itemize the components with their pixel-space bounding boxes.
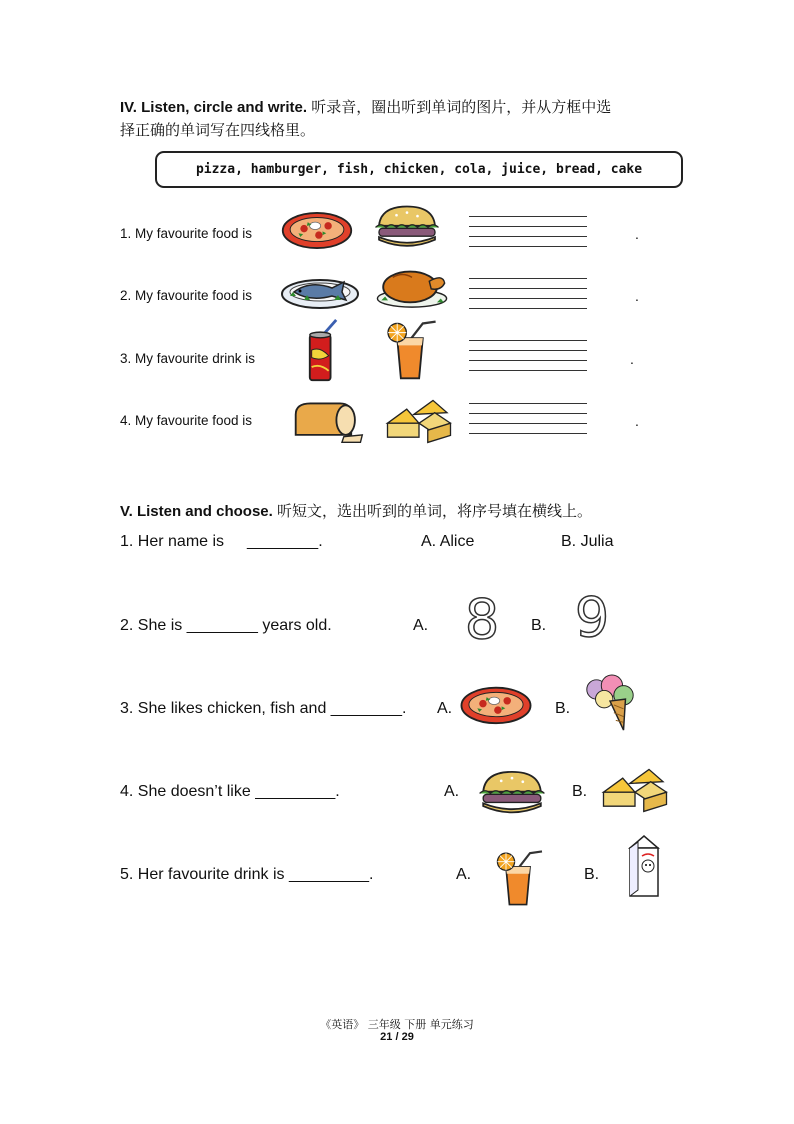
q2-b-label: B. xyxy=(531,617,547,634)
q5-a-label: A. xyxy=(456,866,472,883)
juice-option-image[interactable] xyxy=(488,848,548,908)
juice-image[interactable] xyxy=(380,318,440,382)
cola-image[interactable] xyxy=(300,318,346,384)
q3-text: 3. She likes chicken, fish and ________. xyxy=(120,700,407,717)
item-2-text: 2. My favourite food is xyxy=(120,288,253,303)
item-1-text: 1. My favourite food is xyxy=(120,226,253,241)
section4-title xyxy=(120,95,611,120)
page-number: 21 / 29 xyxy=(380,1031,414,1043)
q1-option-b[interactable] xyxy=(561,533,613,551)
q1-text: 1. Her name is xyxy=(120,533,225,550)
q1-option-a[interactable] xyxy=(421,533,474,551)
section5-title-cn: 听短文，选出听到的单词，将序号填在横线上。 xyxy=(277,502,593,520)
item-2-period: . xyxy=(635,288,639,304)
item-4-writing-lines[interactable] xyxy=(469,403,587,437)
q5-text: 5. Her favourite drink is _________. xyxy=(120,866,374,883)
cake-option-image[interactable] xyxy=(600,764,670,816)
footer-course: 《英语》 三年级 下册 单元练习 xyxy=(320,1018,474,1031)
q1-blank[interactable]: ________. xyxy=(247,533,323,550)
item-4-period: . xyxy=(635,413,639,429)
section4-title-en: IV. Listen, circle and write. xyxy=(120,99,308,116)
q1-b-value: Julia xyxy=(580,533,614,550)
q4-a-label: A. xyxy=(444,783,460,800)
section4-title-cn-line2: 择正确的单词写在四线格里。 xyxy=(120,121,316,139)
bread-image[interactable] xyxy=(292,396,366,446)
pizza-image[interactable] xyxy=(280,208,354,252)
word-box xyxy=(155,151,683,188)
word-box-text: pizza, hamburger, fish, chicken, cola, juice, bread, cake xyxy=(195,162,643,177)
item-3-period: . xyxy=(630,351,634,367)
q3-b-label: B. xyxy=(555,700,571,717)
q1-a-value: Alice xyxy=(439,533,475,550)
hamburger-option-image[interactable] xyxy=(476,768,548,818)
roast-chicken-image[interactable] xyxy=(372,262,452,310)
q4-b-label: B. xyxy=(572,783,588,800)
item-1-writing-lines[interactable] xyxy=(469,216,587,250)
q2-b-value: 9 xyxy=(574,586,610,649)
cake-image[interactable] xyxy=(384,396,454,446)
item-4-text: 4. My favourite food is xyxy=(120,413,253,428)
item-2-writing-lines[interactable] xyxy=(469,278,587,312)
q3-a-label: A. xyxy=(437,700,453,717)
number-9-image[interactable] xyxy=(572,586,612,649)
q2-a-value: 8 xyxy=(464,588,500,651)
item-3-text: 3. My favourite drink is xyxy=(120,351,256,366)
item-3-writing-lines[interactable] xyxy=(469,340,587,374)
section4-title-cn-line1: 听录音，圈出听到单词的图片，并从方框中选 xyxy=(311,98,612,116)
section5-title-en: V. Listen and choose. xyxy=(120,503,273,520)
number-8-image[interactable] xyxy=(462,588,502,651)
q2-text: 2. She is ________ years old. xyxy=(120,617,332,634)
fish-image[interactable] xyxy=(280,270,360,310)
q1-b-label: B. xyxy=(561,533,577,550)
milk-carton-image[interactable] xyxy=(624,834,664,898)
section5-title xyxy=(120,499,592,524)
ice-cream-image[interactable] xyxy=(581,672,639,734)
q1-a-label: A. xyxy=(421,533,437,550)
q5-b-label: B. xyxy=(584,866,600,883)
item-1-period: . xyxy=(635,226,639,242)
pizza-option-image[interactable] xyxy=(458,684,534,726)
q4-text: 4. She doesn’t like _________. xyxy=(120,783,340,800)
hamburger-image[interactable] xyxy=(372,202,442,252)
q2-a-label: A. xyxy=(413,617,429,634)
